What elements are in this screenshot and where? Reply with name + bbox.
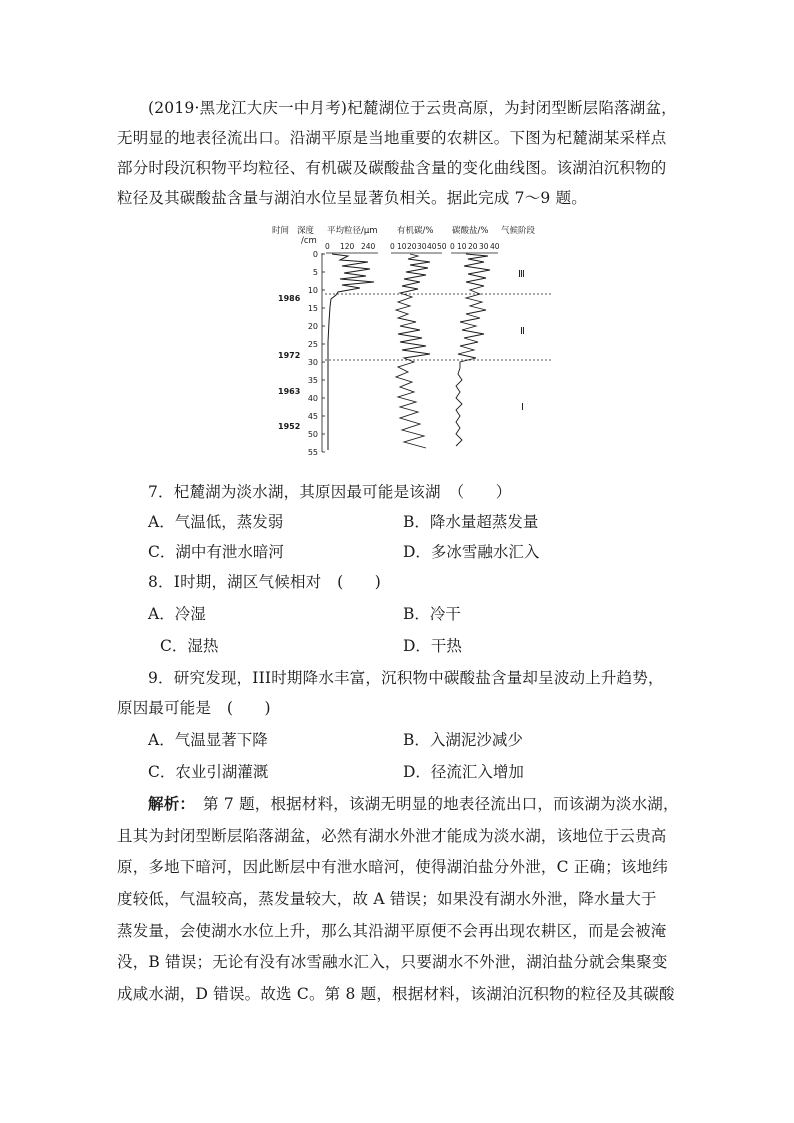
q7-option-a[interactable]: A．气温低，蒸发弱 [148,513,284,531]
stage-ii: Ⅱ [520,326,525,337]
q7-stem: 7．杞麓湖为淡水湖，其原因最可能是该湖 （ ） [148,483,512,501]
grain-tick-0: 0 [325,242,330,251]
depth-0: 0 [312,250,318,259]
q8-option-b[interactable]: B．冷干 [403,605,461,623]
q8-option-d[interactable]: D．干热 [403,637,462,655]
analysis-line-4: 度较低，气温较高，蒸发量较大，故 A 错误；如果没有湖水外泄，降水量大于 [117,890,657,908]
organic-tick-30: 30 [417,242,427,251]
q9-option-a[interactable]: A．气温显著下降 [148,731,268,749]
depth-20: 20 [307,322,318,331]
intro-line-4: 粒径及其碳酸盐含量与湖泊水位呈显著负相关。据此完成 7～9 题。 [117,189,587,207]
q7-option-d[interactable]: D．多冰雪融水汇入 [403,543,540,561]
organic-tick-40: 40 [427,242,437,251]
analysis-line-3: 原，多地下暗河，因此断层中有泄水暗河，使得湖泊盐分外泄，C 正确；该地纬 [117,858,668,876]
intro-line-3: 部分时段沉积物平均粒径、有机碳及碳酸盐含量的变化曲线图。该湖泊沉积物的 [117,159,667,177]
header-climate: 气候阶段 [501,226,536,236]
q8-option-a[interactable]: A．冷湿 [148,605,206,623]
header-organic: 有机碳/% [397,226,434,236]
carbonate-tick-40: 40 [490,242,500,251]
depth-5: 5 [312,268,318,277]
header-depth: 深度 [297,226,315,236]
q8-stem: 8．Ⅰ时期，湖区气候相对 ( ) [148,573,381,591]
depth-45: 45 [307,412,318,421]
depth-55: 55 [307,448,318,457]
depth-50: 50 [307,430,318,439]
stage-i: Ⅰ [521,402,524,413]
organic-tick-50: 50 [437,242,447,251]
header-time: 时间 [272,226,290,236]
analysis-line-1: 第 7 题，根据材料，该湖无明显的地表径流出口，而该湖为淡水湖， [187,795,679,813]
depth-30: 30 [307,358,318,367]
depth-15: 15 [307,304,318,313]
organic-tick-20: 20 [407,242,417,251]
sediment-figure [270,222,560,460]
analysis-line-5: 蒸发量，会使湖水水位上升，那么其沿湖平原便不会再出现农耕区，而是会被淹 [117,922,667,940]
grain-tick-240: 240 [361,242,376,251]
q9-option-b[interactable]: B．入湖泥沙减少 [403,731,523,749]
year-1986: 1986 [278,294,301,303]
analysis-line-6: 没，B 错误；无论有没有冰雪融水汇入，只要湖水不外泄，湖泊盐分就会集聚变 [117,953,668,971]
analysis-line-2: 且其为封闭型断层陷落湖盆，必然有湖水外泄才能成为淡水湖，该地位于云贵高 [117,827,667,845]
organic-tick-0: 0 [390,242,395,251]
depth-40: 40 [307,394,318,403]
intro-line-2: 无明显的地表径流出口。沿湖平原是当地重要的农耕区。下图为杞麓湖某采样点 [117,129,667,147]
q9-stem-line-2: 原因最可能是 ( ) [117,699,271,717]
q7-option-c[interactable]: C．湖中有泄水暗河 [148,543,284,561]
intro-line-1: (2019·黑龙江大庆一中月考)杞麓湖位于云贵高原，为封闭型断层陷落湖盆， [148,99,677,117]
analysis-line-7: 成咸水湖，D 错误。故选 C。第 8 题，根据材料，该湖泊沉积物的粒径及其碳酸 [117,985,675,1003]
year-1952: 1952 [278,422,301,431]
q7-option-b[interactable]: B．降水量超蒸发量 [403,513,539,531]
organic-tick-10: 10 [397,242,407,251]
year-1963: 1963 [278,387,301,396]
year-1972: 1972 [278,351,301,360]
organic-carbon-curve [396,254,430,448]
header-carbonate: 碳酸盐/% [452,226,489,236]
depth-10: 10 [307,286,318,295]
q9-stem-line-1: 9．研究发现，III时期降水丰富，沉积物中碳酸盐含量却呈波动上升趋势， [148,669,664,687]
stage-iii: Ⅲ [518,269,525,280]
header-depth-unit: /cm [301,236,317,246]
depth-25: 25 [307,340,318,349]
carbonate-curve [456,254,490,446]
header-grain: 平均粒径/μm [327,226,378,236]
q8-option-c[interactable]: C．湿热 [160,637,219,655]
analysis-first-line [148,794,708,814]
analysis-label: 解析： [148,794,188,813]
q9-option-c[interactable]: C．农业引湖灌溉 [148,763,269,781]
carbonate-tick-0: 0 [450,242,455,251]
depth-35: 35 [307,376,318,385]
grain-size-curve [328,254,374,450]
grain-tick-120: 120 [340,242,355,251]
carbonate-tick-30: 30 [479,242,489,251]
carbonate-tick-20: 20 [468,242,478,251]
carbonate-tick-10: 10 [457,242,467,251]
q9-option-d[interactable]: D．径流汇入增加 [403,763,524,781]
